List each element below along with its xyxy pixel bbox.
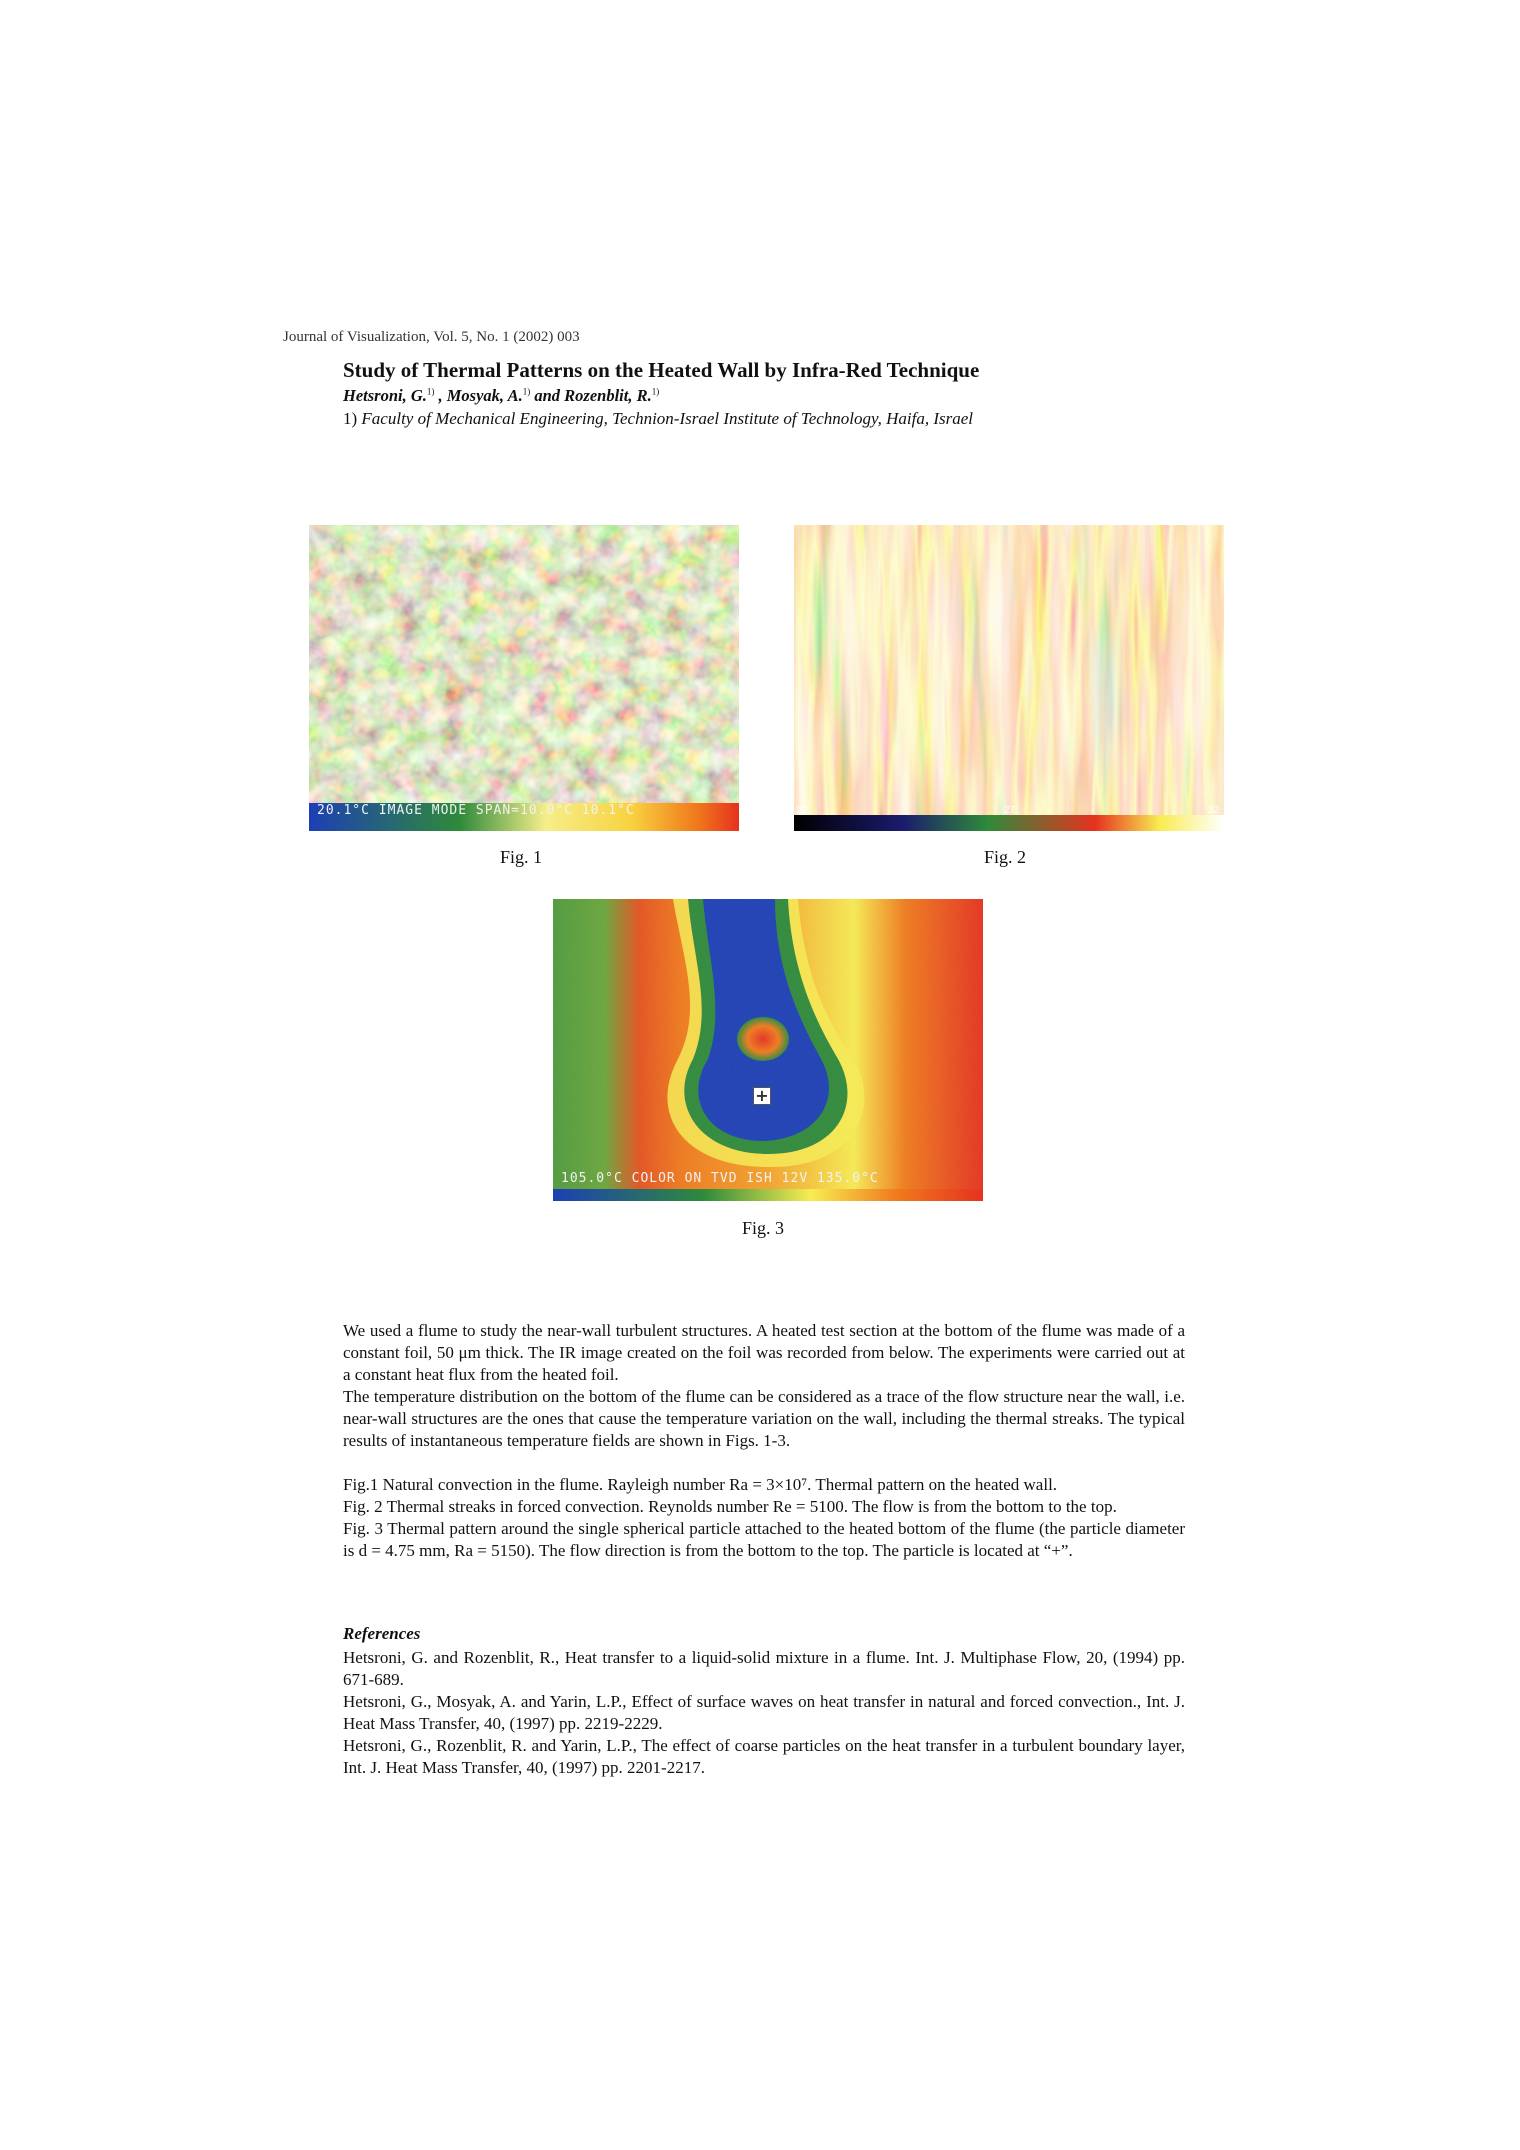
body-paragraph-1: We used a flume to study the near-wall turbulent structures. A heated test section at the bottom of the flume was made of a constant foil, 50 μm thick. The IR image created on the foil was recorded from below. The experiments were carried out at a constant heat flux from the heated foil.: [343, 1321, 1185, 1384]
figure-2-scale-min: 22: [796, 805, 808, 816]
figure-3-thermogram: [553, 899, 983, 1201]
author-name: Mosyak, A.: [446, 386, 523, 405]
particle-marker-symbol: +: [755, 1086, 769, 1105]
reference-item: Hetsroni, G., Rozenblit, R. and Yarin, L.P., The effect of coarse particles on the heat transfer in a turbulent boundary layer, Int. J. Heat Mass Transfer, 40, (1997) pp. 2201-2217.: [343, 1736, 1185, 1777]
author-separator: and: [530, 386, 565, 405]
figure-3-image: [553, 899, 983, 1201]
figure-1-caption: Fig. 1: [500, 847, 543, 867]
author-affil-mark: 1): [522, 386, 531, 397]
body-section: [343, 1320, 1185, 1452]
figure-3-description: Fig. 3 Thermal pattern around the single spherical particle attached to the heated bottom of the flume (the particle diameter is d = 4.75 mm, Ra = 5150). The flow direction is from the bottom to the top. The particle is located at “+”.: [343, 1519, 1185, 1560]
author-affil-mark: 1): [426, 386, 435, 397]
references-heading: References: [343, 1624, 421, 1643]
figure-3-osd-text: 105.0°C COLOR ON TVD ISH 12V 135.0°C: [561, 1171, 879, 1186]
author-name: Rozenblit, R.: [564, 386, 652, 405]
figure-3-osd: [553, 1171, 983, 1189]
references-list: [343, 1647, 1185, 1779]
figure-3-caption: Fig. 3: [742, 1218, 785, 1238]
body-paragraph-2: The temperature distribution on the bottom of the flume can be considered as a trace of the flow structure near the wall, i.e. near-wall structures are the ones that cause the temperature variation on the wall, including the thermal streaks. The typical results of instantaneous temperature fields are shown in Figs. 1-3.: [343, 1387, 1185, 1450]
figure-1-osd: [309, 803, 739, 821]
affiliation-number: 1): [343, 409, 362, 428]
affiliation: [343, 409, 973, 429]
figure-1-thermogram: [309, 525, 739, 831]
affiliation-text: Faculty of Mechanical Engineering, Technion-Israel Institute of Technology, Haifa, Israel: [361, 409, 974, 428]
particle-marker: [753, 1087, 771, 1105]
reference-item: Hetsroni, G. and Rozenblit, R., Heat transfer to a liquid-solid mixture in a flume. Int. J. Multiphase Flow, 20, (1994) pp. 671-689.: [343, 1648, 1185, 1689]
author-list: [343, 386, 659, 406]
figure-1-osd-text: 20.1°C IMAGE MODE SPAN=10.0°C 10.1°C: [317, 803, 635, 818]
figure-descriptions: [343, 1474, 1185, 1562]
figure-2-image: [794, 525, 1224, 831]
author-separator: ,: [434, 386, 447, 405]
figure-1-description: Fig.1 Natural convection in the flume. Rayleigh number Ra = 3×10⁷. Thermal pattern on the heated wall.: [343, 1475, 1058, 1494]
paper-title: Study of Thermal Patterns on the Heated Wall by Infra-Red Technique: [343, 358, 980, 382]
author-affil-mark: 1): [651, 386, 660, 397]
journal-citation: Journal of Visualization, Vol. 5, No. 1 (2002) 003: [283, 329, 580, 345]
figure-2-caption: Fig. 2: [984, 847, 1027, 867]
figure-2-description: Fig. 2 Thermal streaks in forced convection. Reynolds number Re = 5100. The flow is from the bottom to the top.: [343, 1497, 1117, 1516]
reference-item: Hetsroni, G., Mosyak, A. and Yarin, L.P., Effect of surface waves on heat transfer in natural and forced convection., Int. J. Heat Mass Transfer, 40, (1997) pp. 2219-2229.: [343, 1692, 1185, 1733]
figure-2-thermogram: [794, 525, 1224, 831]
figure-1-image: [309, 525, 739, 831]
author-name: Hetsroni, G.: [343, 386, 427, 405]
figure-2-scale-mid: 27: [1004, 805, 1016, 816]
figure-2-scale-max: 32: [1208, 805, 1220, 816]
